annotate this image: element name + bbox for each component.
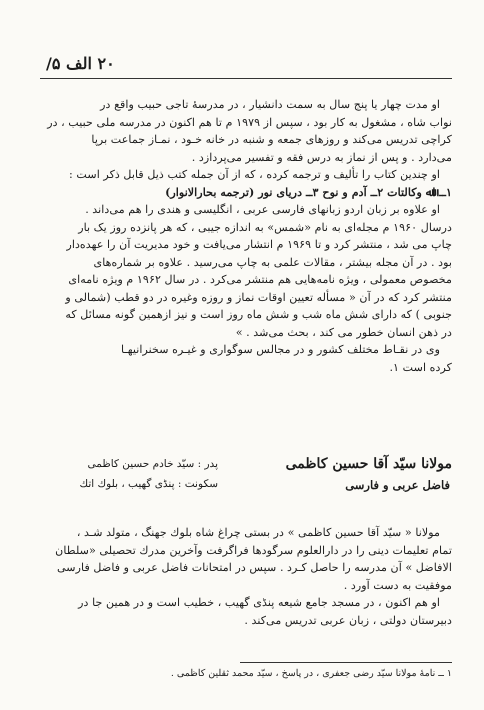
paragraph-line: او چندین کتاب را تألیف و ترجمه کرده ، که از آن جمله کتب ذیل قابل ذکر است : <box>69 168 440 181</box>
book-list: ۱ــ اﷲ وکالتات ۲ــ آدم و نوح ۳ــ دریای نور (ترجمه بحارالانوار) <box>165 184 452 199</box>
paragraph-line: درسال ۱۹۶۰ م مجله‌ای به نام «شمس» به اندازه جیبی ، که هر پانزده روز یک بار <box>78 220 452 234</box>
paragraph-line: در ذهن انسان خطور می کند ، بحث می‌شد . » <box>235 325 452 339</box>
biography-header <box>40 456 452 504</box>
paragraph-line: او مدت چهار یا پنج سال به سمت دانشیار ، در مدرسهٔ تاجی حبیب واقع در <box>100 98 440 111</box>
paragraph-line: او هم اکنون ، در مسجد جامع شیعه پنڈی گهیب ، خطیب است و در همین جا در <box>78 596 440 609</box>
footnote-divider <box>240 662 452 663</box>
paragraph-line: تمام تعلیمات دینی را در دارالعلوم سرگودها فراگرفت وآخرین مدرك تحصیلی «سلطان <box>55 543 452 557</box>
paragraph-line: کرده است ۱. <box>389 360 452 374</box>
paragraph-line: می‌دارد . و پس از نماز به درس فقه و تفسیر می‌پردازد . <box>191 150 452 164</box>
paragraph-line: چاپ می شد ، منتشر کرد و تا ۱۹۶۹ م انتشار می‌یافت و خود مدیریت آن را عهده‌دار <box>66 238 452 251</box>
paragraph-line: نواب شاه ، مشغول به کار بود ، سپس از ۱۹۷۹ م تا هم اکنون در مدرسه ملی حبیب ، در <box>47 115 452 129</box>
paragraph-line: وی در نقـاط مختلف کشور و در مجالس سوگواری و غیـره سخنرانیهـا <box>121 343 440 356</box>
page-header <box>40 52 452 79</box>
body-text-block-1 <box>40 96 452 376</box>
paragraph-line: مخصوص معمولی ، ویژه نامه‌هایی هم منتشر می‌کرد . در سال ۱۹۶۲ م ویژه نامه‌ای <box>68 273 452 286</box>
father-name: پدر : سیّد خادم حسین کاظمی <box>87 458 218 470</box>
paragraph-line: موفقیت به دست آورد . <box>343 578 452 592</box>
paragraph-line: دبیرستان دولتی ، زبان عربی تدریس می‌کند . <box>244 613 452 627</box>
paragraph-line: بود . در آن مجله بیشتر ، مقالات علمی به چاپ می‌رسید . علاوه بر شماره‌های <box>93 255 452 269</box>
body-text-block-2 <box>40 524 452 629</box>
paragraph-line: مولانا « سیّد آقا حسین کاظمی » در بستی چراغ شاه بلوك جهنگ ، متولد شـد ، <box>76 526 440 539</box>
person-title: فاضل عربی و فارسی <box>345 478 450 492</box>
paragraph-line: جنوبی ) که دارای شش ماه شب و شش ماه روز است و نیز ازهمین گونه مسائل که <box>65 308 452 321</box>
footnote: ۱ ــ نامهٔ مولانا سیّد رضی جعفری ، در پاسخ ، سیّد محمد ثقلین کاظمی . <box>170 668 452 679</box>
page-label: ۲۰ الف ۵/ <box>46 54 115 73</box>
residence: سکونت : پنڈی گهیب ، بلوك اتك <box>79 478 218 490</box>
person-name: مولانا سیّد آقا حسین کاظمی <box>285 456 452 472</box>
paragraph-line: کراچی تدریس می‌کند و روزهای جمعه و شنبه در خانه خـود ، نمـاز جماعت برپا <box>91 133 452 146</box>
paragraph-line: او علاوه بر زبان اردو زبانهای فارسی عربی ، انگلیسی و هندی را هم می‌داند . <box>85 203 440 216</box>
paragraph-line: منتشر کرد که در آن « مسأله تعیین اوقات نماز و روزه وغیره در دو قطب (شمالی و <box>65 290 452 304</box>
paragraph-line: الافاضل » آن مدرسه را حاصل کـرد . سپس در امتحانات فاضل عربی و فاضل فارسی <box>56 561 452 574</box>
